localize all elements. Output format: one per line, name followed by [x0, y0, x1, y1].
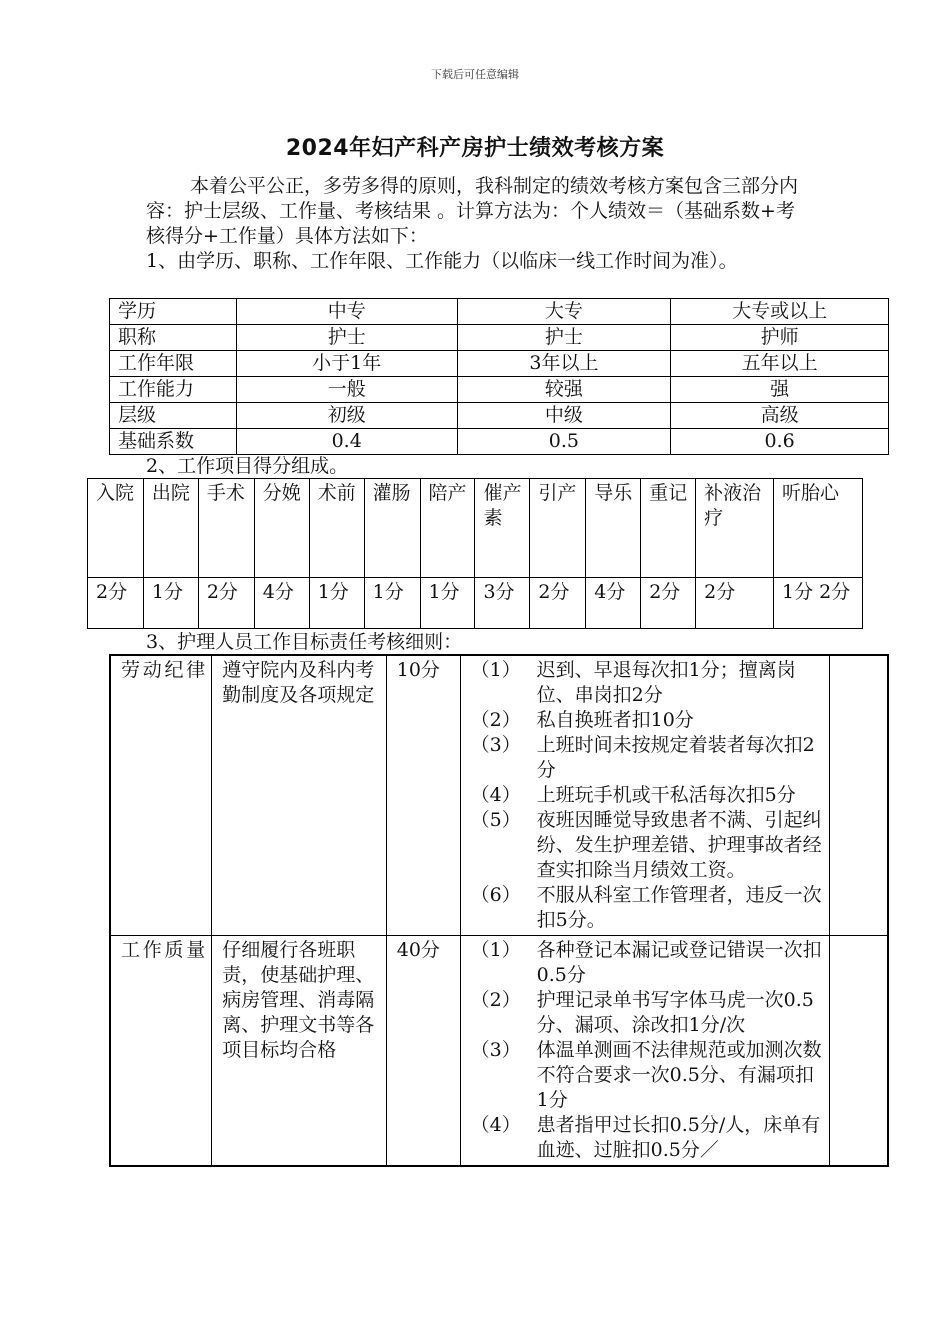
row-label-cell: 层级 — [110, 403, 237, 429]
requirement-cell: 仔细履行各班职责，使基础护理、病房管理、消毒隔离、护理文书等各项目标均合格 — [212, 936, 387, 1167]
work-item-header: 陪产 — [420, 479, 475, 578]
rule-item — [471, 1113, 823, 1163]
table-cell: 护士 — [457, 325, 671, 351]
work-item-header: 灌肠 — [364, 479, 420, 578]
rule-text: 患者指甲过长扣0.5分/人，床单有血迹、过脏扣0.5分／ — [536, 1114, 821, 1161]
rule-text: 迟到、早退每次扣1分；擅离岗位、串岗扣2分 — [536, 659, 796, 706]
table-row — [110, 351, 889, 377]
rules-cell — [460, 655, 829, 936]
rule-number: （3） — [470, 1039, 521, 1061]
table-cell: 0.6 — [671, 429, 889, 455]
rule-number: （6） — [470, 884, 521, 906]
section-1-heading: 1、由学历、职称、工作年限、工作能力（以临床一线工作时间为准）。 — [146, 250, 738, 272]
rule-text: 夜班因睡觉导致患者不满、引起纠纷、发生护理差错、护理事故者经查实扣除当月绩效工资。 — [536, 809, 822, 881]
rule-text: 体温单测画不法律规范或加测次数不符合要求一次0.5分、有漏项扣1分 — [536, 1039, 822, 1111]
rule-text: 上班时间未按规定着装者每次扣2分 — [536, 734, 815, 781]
work-item-score: 1分 — [309, 578, 364, 629]
table-cell: 小于1年 — [236, 351, 457, 377]
row-label-cell: 学历 — [110, 299, 237, 325]
rule-item — [471, 658, 823, 708]
work-item-header: 术前 — [309, 479, 364, 578]
table-row — [110, 377, 889, 403]
rule-number: （2） — [470, 989, 521, 1011]
table-cell: 护士 — [236, 325, 457, 351]
work-item-score: 2分 — [696, 578, 774, 629]
work-item-score: 1分 — [364, 578, 420, 629]
score-cell — [829, 655, 888, 936]
rule-number: （4） — [470, 1114, 521, 1136]
work-item-header: 导乐 — [586, 479, 641, 578]
rule-item — [471, 733, 823, 783]
requirement-cell: 遵守院内及科内考勤制度及各项规定 — [212, 655, 387, 936]
table-cell: 强 — [671, 377, 889, 403]
assessment-table — [109, 654, 889, 1167]
row-label-cell: 工作能力 — [110, 377, 237, 403]
rule-number: （4） — [470, 784, 521, 806]
rule-text: 护理记录单书写字体马虎一次0.5分、漏项、涂改扣1分/次 — [536, 989, 814, 1036]
row-label-cell: 基础系数 — [110, 429, 237, 455]
rule-item — [471, 1038, 823, 1113]
table-cell: 大专或以上 — [671, 299, 889, 325]
work-item-score: 1分 2分 — [774, 578, 863, 629]
work-item-score: 1分 — [143, 578, 198, 629]
rule-item — [471, 808, 823, 883]
work-item-header: 重记 — [641, 479, 696, 578]
assessment-row — [110, 936, 888, 1167]
header-note: 下载后可任意编辑 — [431, 68, 519, 81]
score-cell — [829, 936, 888, 1167]
table-cell: 较强 — [457, 377, 671, 403]
table-cell: 护师 — [671, 325, 889, 351]
row-label-cell: 工作年限 — [110, 351, 237, 377]
rule-item — [471, 988, 823, 1038]
points-cell: 10分 — [386, 655, 460, 936]
rules-cell — [460, 936, 829, 1167]
table-cell: 高级 — [671, 403, 889, 429]
row-label-cell: 职称 — [110, 325, 237, 351]
work-item-score: 3分 — [475, 578, 530, 629]
table-cell: 0.5 — [457, 429, 671, 455]
table-cell: 0.4 — [236, 429, 457, 455]
work-item-score: 2分 — [88, 578, 144, 629]
section-3-heading: 3、护理人员工作目标责任考核细则： — [146, 631, 463, 653]
table-cell: 中专 — [236, 299, 457, 325]
points-cell: 40分 — [386, 936, 460, 1167]
work-score-table — [87, 478, 863, 629]
rule-item — [471, 883, 823, 933]
rule-number: （1） — [470, 939, 521, 961]
rule-number: （3） — [470, 734, 521, 756]
document-title: 2024年妇产科产房护士绩效考核方案 — [285, 136, 665, 161]
assessment-row — [110, 655, 888, 936]
rule-text: 各种登记本漏记或登记错误一次扣0.5分 — [536, 939, 822, 986]
rule-item — [471, 708, 823, 733]
work-item-header: 手术 — [198, 479, 254, 578]
level-table — [109, 298, 889, 455]
table-row — [110, 325, 889, 351]
work-item-header: 补液治疗 — [696, 479, 774, 578]
table-cell: 五年以上 — [671, 351, 889, 377]
work-item-score: 4分 — [586, 578, 641, 629]
table-cell: 中级 — [457, 403, 671, 429]
table-cell: 一般 — [236, 377, 457, 403]
work-item-header: 出院 — [143, 479, 198, 578]
rule-item — [471, 938, 823, 988]
work-item-score: 2分 — [198, 578, 254, 629]
work-item-header: 听胎心 — [774, 479, 863, 578]
work-item-header: 入院 — [88, 479, 144, 578]
table-cell: 3年以上 — [457, 351, 671, 377]
work-item-score: 2分 — [530, 578, 586, 629]
work-item-score: 2分 — [641, 578, 696, 629]
category-cell: 劳动纪律 — [110, 655, 212, 936]
table-cell: 大专 — [457, 299, 671, 325]
table-row — [110, 403, 889, 429]
rule-number: （2） — [470, 709, 521, 731]
category-cell: 工作质量 — [110, 936, 212, 1167]
rule-text: 不服从科室工作管理者，违反一次扣5分。 — [536, 884, 822, 931]
work-item-score: 4分 — [254, 578, 309, 629]
work-item-score: 1分 — [420, 578, 475, 629]
section-2-heading: 2、工作项目得分组成。 — [146, 455, 349, 477]
rule-number: （1） — [470, 659, 521, 681]
table-row — [110, 299, 889, 325]
table-cell: 初级 — [236, 403, 457, 429]
rule-text: 私自换班者扣10分 — [536, 709, 694, 731]
work-item-header: 催产素 — [475, 479, 530, 578]
intro-paragraph: 本着公平公正，多劳多得的原则，我科制定的绩效考核方案包含三部分内容：护士层级、工作量、考核结果 。计算方法为：个人绩效＝（基础系数+考核得分+工作量）具体方法如下： — [146, 175, 799, 247]
work-item-header: 引产 — [530, 479, 586, 578]
rule-number: （5） — [470, 809, 521, 831]
table-row — [110, 429, 889, 455]
rule-item — [471, 783, 823, 808]
work-item-header: 分娩 — [254, 479, 309, 578]
rule-text: 上班玩手机或干私活每次扣5分 — [536, 784, 796, 806]
